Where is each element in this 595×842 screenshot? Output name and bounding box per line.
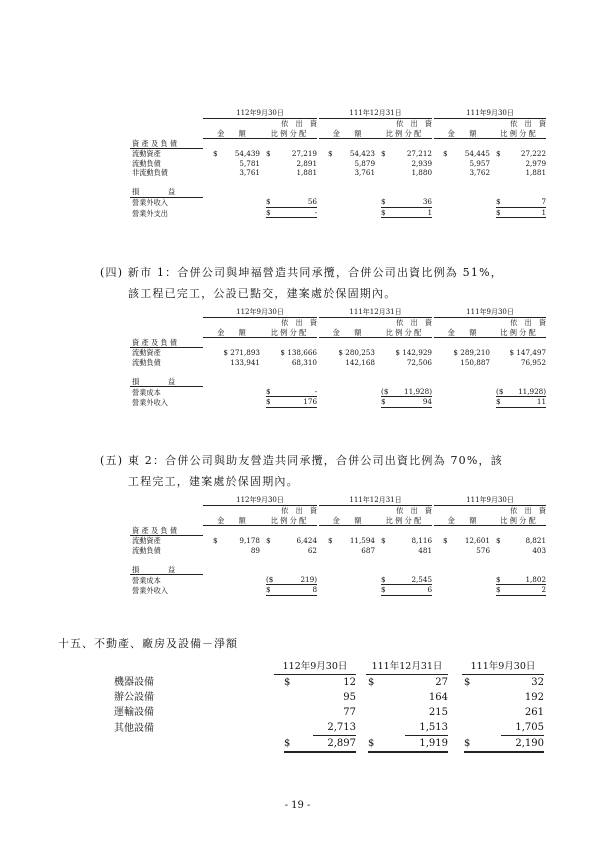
ratio-header: 比 例 分 配 <box>260 129 317 139</box>
row-label: 流動資產 <box>132 348 161 358</box>
amount-header: 金 額 <box>319 516 375 526</box>
date-col-3: 111年9月30日 <box>434 308 546 318</box>
date-col-1: 112年9月30日 <box>203 496 317 506</box>
paragraph-4-line-1: (四) 新市 1：合併公司與坤福營造共同承攬，合併公司出資比例為 51%， <box>100 266 503 279</box>
row-label: 機器設備 <box>114 676 154 688</box>
amount-header: 金 額 <box>434 328 490 338</box>
table-row: 流動資產 $ 9,178 $ 6,424 $ 11,594 $ 8,116 $ 12,601 $ 8,821 <box>132 536 547 546</box>
table-row: 流動資產 $ 271,893 $ 138,666 $ 280,253 $ 142,929 $ 289,210 $ 147,497 <box>132 348 547 358</box>
table-row: 營業外收入 $ 8 $ 6 $ 2 <box>132 585 547 596</box>
ppe-date-row <box>114 659 544 675</box>
amount-header: 金 額 <box>203 516 260 526</box>
row-label: 營業成本 <box>132 387 161 397</box>
table-row: 營業成本 ($ 219) $ 2,545 $ 1,802 <box>132 574 547 585</box>
ratio-header: 比 例 分 配 <box>260 328 317 338</box>
date-col-1: 112年9月30日 <box>203 308 317 318</box>
date-col-1: 112年9月30日 <box>203 109 317 119</box>
table-row: 流動負債 5,781 2,891 5,879 2,939 5,957 2,979 <box>132 158 547 168</box>
amount-header: 金 額 <box>203 129 260 139</box>
ratio-header: 比 例 分 配 <box>490 328 546 338</box>
ratio-header-top <box>130 119 546 129</box>
row-label: 辦公設備 <box>114 692 154 703</box>
row-label: 其他設備 <box>114 722 154 734</box>
table-row: 非流動負債 3,761 1,881 3,761 1,880 3,762 1,881 <box>132 167 547 177</box>
row-label: 營業外收入 <box>132 398 168 408</box>
paragraph-5-line-2: 工程完工，建案處於保固期內。 <box>128 475 299 488</box>
page-number: - 19 - <box>284 800 311 811</box>
jv-table-2 <box>130 308 546 408</box>
table-row: 辦公設備 95 164 192 <box>114 692 544 703</box>
jv-table-3 <box>130 496 546 596</box>
table-row: 流動負債 133,941 68,310 142,168 72,506 150,887 76,952 <box>132 357 547 367</box>
section-label-profit: 損 益 <box>130 187 203 197</box>
date-col-2: 111年12月31日 <box>319 496 432 506</box>
ratio-header: 比 例 分 配 <box>260 516 317 526</box>
row-label: 流動負債 <box>132 357 161 367</box>
table-row: 流動負債 89 62 687 481 576 403 <box>132 545 547 555</box>
row-label: 流動負債 <box>132 545 161 555</box>
row-label: 營業外收入 <box>132 198 168 208</box>
paragraph-5-line-1: (五) 東 2：合併公司與助友營造共同承攬，合併公司出資比例為 70%，該 <box>100 454 503 467</box>
amount-header: 金 額 <box>203 328 260 338</box>
amount-header: 金 額 <box>319 328 375 338</box>
ratio-header: 依 出 資 <box>396 318 433 328</box>
table-row: 營業外收入 $ 56 $ 36 $ 7 <box>132 197 547 208</box>
table-row: 營業外支出 $ - $ 1 $ 1 <box>132 207 547 218</box>
table-row: 其他設備 2,713 1,513 1,705 <box>114 720 544 736</box>
ratio-header: 比 例 分 配 <box>490 129 546 139</box>
ratio-header: 比 例 分 配 <box>375 129 432 139</box>
ratio-header: 比 例 分 配 <box>375 328 432 338</box>
ratio-header: 依 出 資 <box>281 119 318 129</box>
section-label-profit: 損 益 <box>130 565 203 575</box>
table-row: 營業外收入 $ 176 $ 94 $ 11 <box>132 397 547 408</box>
ratio-header: 比 例 分 配 <box>375 516 432 526</box>
date-col-2: 111年12月31日 <box>319 109 432 119</box>
row-label: 流動負債 <box>132 158 161 168</box>
table-row: 營業成本 $ - ($ 11,928) ($ 11,928) <box>132 386 547 397</box>
ratio-header: 比 例 分 配 <box>490 516 546 526</box>
section-label-assets: 資 產 及 負 債 <box>130 139 203 149</box>
section-label-profit: 損 益 <box>130 377 203 387</box>
paragraph-4-line-2: 該工程已完工，公設已點交，建案處於保固期內。 <box>128 287 397 300</box>
date-header-row <box>130 109 546 119</box>
row-label: 流動資產 <box>132 536 161 546</box>
amount-header: 金 額 <box>319 129 375 139</box>
date-col-3: 111年9月30日 <box>434 496 546 506</box>
ratio-header: 依 出 資 <box>510 119 547 129</box>
ratio-header: 依 出 資 <box>281 318 318 328</box>
ppe-date-1: 112年9月30日 <box>274 659 356 675</box>
section-15-title: 十五、不動產、廠房及設備－淨額 <box>58 637 238 650</box>
table-row: 運輸設備 77 215 261 <box>114 707 544 718</box>
section-label-assets: 資 產 及 負 債 <box>130 526 203 536</box>
date-col-3: 111年9月30日 <box>434 109 546 119</box>
date-col-2: 111年12月31日 <box>319 308 432 318</box>
row-label: 運輸設備 <box>114 707 154 718</box>
row-label: 營業外支出 <box>132 208 168 218</box>
ppe-table <box>114 659 544 753</box>
ratio-header: 依 出 資 <box>510 318 547 328</box>
amount-header: 金 額 <box>434 516 490 526</box>
ppe-total-row: $ 2,897 $ 1,919 $ 2,190 <box>114 736 544 753</box>
ratio-header: 依 出 資 <box>510 506 547 516</box>
jv-table-1 <box>130 109 546 218</box>
table-row: 流動資產 $ 54,439 $ 27,219 $ 54,423 $ 27,212 $ 54,445 $ 27,222 <box>132 149 547 159</box>
ppe-date-2: 111年12月31日 <box>366 659 448 675</box>
row-label: 流動資產 <box>132 149 161 159</box>
ratio-header: 依 出 資 <box>281 506 318 516</box>
ratio-header: 依 出 資 <box>396 119 433 129</box>
table-row: 機器設備 $ 12 $ 27 $ 32 <box>114 675 544 691</box>
amount-header: 金 額 <box>434 129 490 139</box>
row-label: 營業外收入 <box>132 586 168 596</box>
row-label: 非流動負債 <box>132 167 168 177</box>
amount-header-row <box>130 129 546 139</box>
ppe-date-3: 111年9月30日 <box>462 659 544 675</box>
row-label: 營業成本 <box>132 575 161 585</box>
section-label-assets: 資 產 及 負 債 <box>130 338 203 348</box>
ratio-header: 依 出 資 <box>396 506 433 516</box>
